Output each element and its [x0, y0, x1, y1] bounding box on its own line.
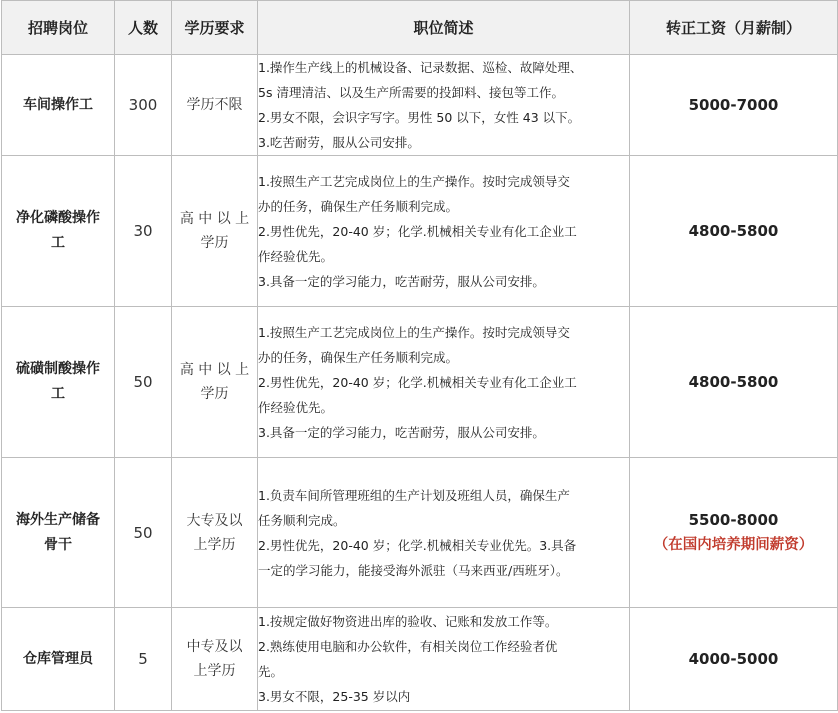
description-line: 一定的学习能力，能接受海外派驻（马来西亚/西班牙）。: [258, 562, 569, 578]
salary-range: 4000-5000: [688, 649, 779, 668]
position-name: 骨干: [44, 536, 72, 553]
position-name: 硫磺制酸操作: [16, 361, 100, 377]
table-row: [2, 55, 838, 156]
salary-cell: [630, 458, 838, 608]
education-cell: [172, 55, 258, 156]
position-name: 工: [51, 235, 65, 251]
description-line: 1.按照生产工艺完成岗位上的生产操作。按时完成领导交: [258, 324, 570, 340]
table-header-row: [2, 1, 838, 55]
description-line: 3.具备一定的学习能力，吃苦耐劳，服从公司安排。: [258, 424, 545, 440]
education-text: 学历不限: [186, 97, 243, 113]
headcount-cell: 50: [115, 307, 172, 458]
education-text: 上学历: [193, 663, 236, 679]
salary-range: 4800-5800: [688, 372, 779, 391]
description-cell: [258, 55, 630, 156]
description-cell: [258, 608, 630, 711]
position-cell: [2, 55, 115, 156]
education-text: 上学历: [193, 536, 236, 553]
description-line: 3.男女不限，25-35 岁以内: [258, 689, 411, 704]
education-text: 学历: [200, 235, 229, 251]
salary-cell: [630, 156, 838, 307]
description-line: 1.负责车间所管理班组的生产计划及班组人员，确保生产: [258, 487, 570, 503]
description-cell: [258, 458, 630, 608]
position-name: 工: [51, 386, 65, 402]
headcount-cell: 50: [115, 458, 172, 608]
table-row: [2, 608, 838, 711]
position-cell: [2, 156, 115, 307]
table-row: [2, 156, 838, 307]
description-line: 办的任务，确保生产任务顺利完成。: [258, 198, 459, 214]
description-line: 2.熟练使用电脑和办公软件，有相关岗位工作经验者优: [258, 639, 558, 654]
table-row: [2, 458, 838, 608]
salary-range: 4800-5800: [688, 221, 779, 240]
description-line: 3.具备一定的学习能力，吃苦耐劳，服从公司安排。: [258, 273, 545, 289]
headcount-cell: 30: [115, 156, 172, 307]
table-row: [2, 307, 838, 458]
education-text: 高 中 以 上: [179, 211, 250, 227]
description-line: 1.按照生产工艺完成岗位上的生产操作。按时完成领导交: [258, 173, 570, 189]
headcount-cell: 300: [115, 55, 172, 156]
recruitment-table: [1, 0, 838, 711]
description-cell: [258, 307, 630, 458]
salary-cell: [630, 608, 838, 711]
description-line: 2.男性优先，20-40 岁；化学.机械相关专业优先。3.具备: [258, 537, 577, 553]
education-text: 大专及以: [186, 512, 243, 529]
education-text: 中专及以: [186, 639, 243, 655]
education-cell: [172, 156, 258, 307]
description-line: 任务顺利完成。: [258, 512, 346, 528]
description-line: 1.按规定做好物资进出库的验收、记账和发放工作等。: [258, 614, 558, 629]
description-line: 1.操作生产线上的机械设备、记录数据、巡检、故障处理、: [258, 60, 583, 75]
header-description: 职位简述: [258, 1, 630, 55]
description-line: 2.男性优先，20-40 岁；化学.机械相关专业有化工企业工: [258, 223, 577, 239]
education-cell: [172, 307, 258, 458]
position-name: 海外生产储备: [16, 511, 100, 528]
position-name: 净化磷酸操作: [16, 210, 100, 226]
education-text: 学历: [200, 386, 229, 402]
description-line: 作经验优先。: [258, 248, 334, 264]
salary-note: （在国内培养期间薪资）: [653, 536, 814, 553]
description-line: 2.男性优先，20-40 岁；化学.机械相关专业有化工企业工: [258, 374, 577, 390]
header-education: 学历要求: [172, 1, 258, 55]
description-line: 办的任务，确保生产任务顺利完成。: [258, 349, 459, 365]
description-line: 作经验优先。: [258, 399, 334, 415]
description-cell: [258, 156, 630, 307]
position-name: 仓库管理员: [23, 650, 93, 667]
headcount-cell: 5: [115, 608, 172, 711]
education-cell: [172, 458, 258, 608]
description-line: 3.吃苦耐劳，服从公司安排。: [258, 135, 420, 150]
position-cell: [2, 307, 115, 458]
header-count: 人数: [115, 1, 172, 55]
header-salary: 转正工资（月薪制）: [630, 1, 838, 55]
position-cell: [2, 458, 115, 608]
header-position: 招聘岗位: [2, 1, 115, 55]
salary-range: 5500-8000: [688, 510, 779, 529]
salary-cell: [630, 55, 838, 156]
position-name: 车间操作工: [23, 96, 93, 113]
salary-range: 5000-7000: [688, 95, 779, 114]
description-line: 5s 清理清洁、以及生产所需要的投卸料、接包等工作。: [258, 85, 564, 100]
salary-cell: [630, 307, 838, 458]
description-line: 先。: [258, 664, 284, 679]
description-line: 2.男女不限，会识字写字。男性 50 以下，女性 43 以下。: [258, 110, 581, 125]
education-text: 高 中 以 上: [179, 362, 250, 378]
position-cell: [2, 608, 115, 711]
education-cell: [172, 608, 258, 711]
